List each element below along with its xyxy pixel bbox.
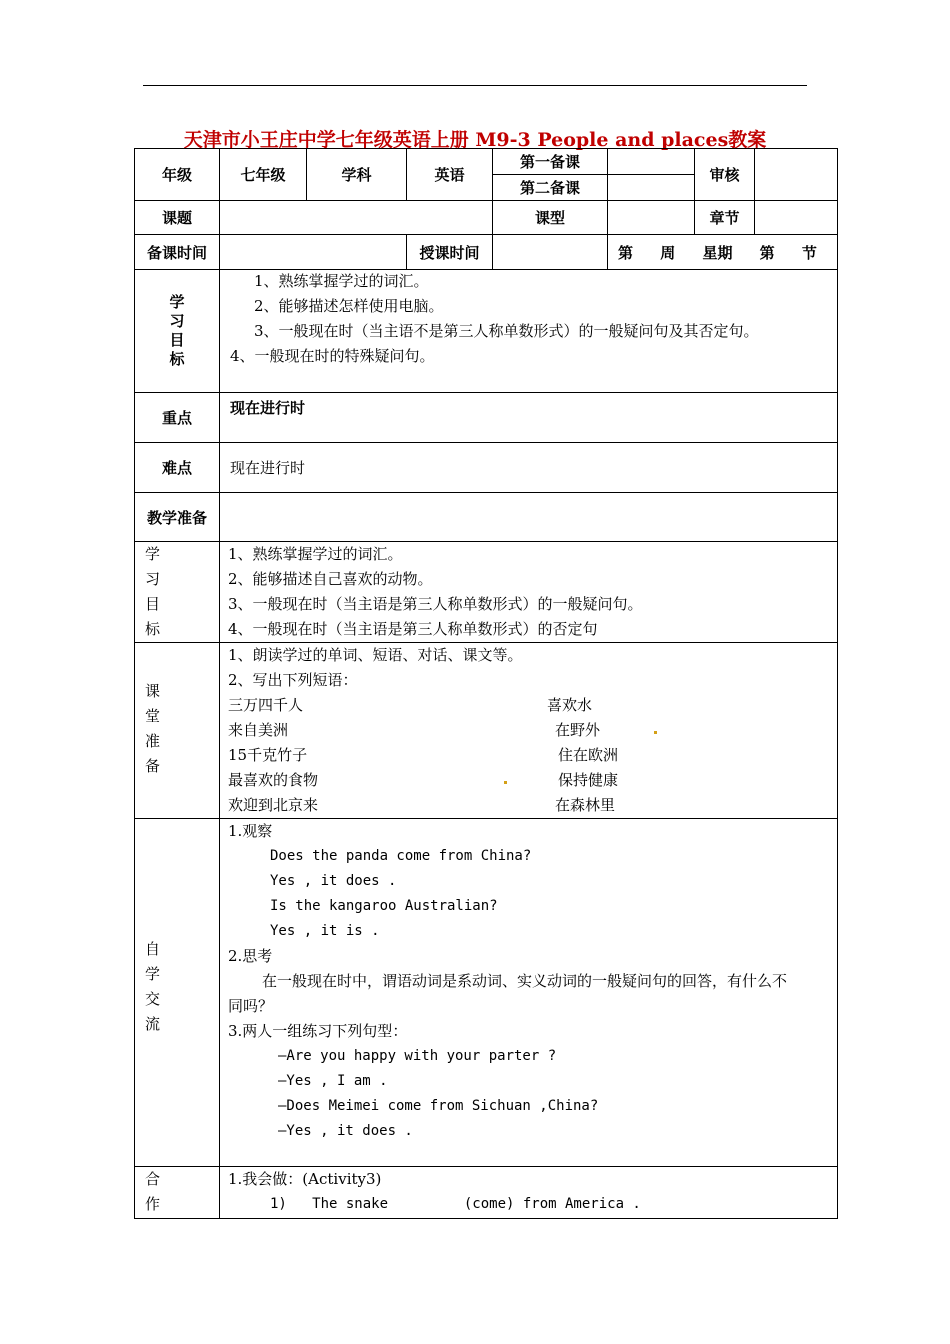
subject-value: 英语 bbox=[407, 149, 493, 201]
week-period: 第 周 星期 第 节 bbox=[608, 235, 838, 270]
subject-label: 学科 bbox=[307, 149, 407, 201]
objectives-content bbox=[220, 270, 838, 393]
top-rule bbox=[143, 85, 807, 86]
objective-item: 3、一般现在时（当主语不是第三人称单数形式）的一般疑问句及其否定句。 bbox=[254, 322, 759, 340]
self-study-content bbox=[220, 819, 838, 1167]
difficulty-value: 现在进行时 bbox=[220, 443, 838, 493]
type-label: 课型 bbox=[493, 201, 608, 235]
review-value bbox=[755, 149, 838, 201]
chapter-value bbox=[755, 201, 838, 235]
example-line: Is the kangaroo Australian? bbox=[270, 898, 498, 914]
cooperate-label: 合 作 bbox=[135, 1167, 220, 1219]
key-point-label: 重点 bbox=[135, 393, 220, 443]
difficulty-label: 难点 bbox=[135, 443, 220, 493]
phrase-row: 来自美洲 在野外 bbox=[228, 721, 601, 739]
preparation-value bbox=[220, 493, 838, 542]
prep-time-value bbox=[220, 235, 407, 270]
objective-item: 1、熟练掌握学过的词汇。 bbox=[254, 272, 429, 290]
dialogue-line: —Does Meimei come from Sichuan ,China? bbox=[278, 1098, 599, 1114]
self-study-label: 自 学 交 流 bbox=[135, 819, 220, 1167]
phrase-row: 三万四千人 喜欢水 bbox=[228, 696, 593, 714]
class-prep-line: 2、写出下列短语： bbox=[228, 671, 358, 689]
observe-heading: 1.观察 bbox=[228, 822, 273, 840]
type-value bbox=[608, 201, 695, 235]
phrase-row: 15千克竹子 住在欧洲 bbox=[228, 746, 619, 764]
goal-item: 1、熟练掌握学过的词汇。 bbox=[228, 545, 403, 563]
goal-item: 3、一般现在时（当主语是第三人称单数形式）的一般疑问句。 bbox=[228, 595, 643, 613]
review-label: 审核 bbox=[695, 149, 755, 201]
first-prep-value bbox=[608, 149, 695, 175]
dialogue-line: —Are you happy with your parter ? bbox=[278, 1048, 557, 1064]
dialogue-line: —Yes , I am . bbox=[278, 1073, 388, 1089]
objectives-label: 学 习 目 标 bbox=[135, 270, 220, 393]
objective-item: 2、能够描述怎样使用电脑。 bbox=[254, 297, 444, 315]
teach-time-value bbox=[493, 235, 608, 270]
activity-heading: 1.我会做：(Activity3) bbox=[228, 1170, 382, 1188]
goals-label: 学 习 目 标 bbox=[135, 542, 220, 643]
think-text: 同吗？ bbox=[228, 997, 274, 1015]
speck-mark bbox=[504, 781, 507, 784]
goals-content bbox=[220, 542, 838, 643]
first-prep-label: 第一备课 bbox=[493, 149, 608, 175]
teach-time-label: 授课时间 bbox=[407, 235, 493, 270]
speck-mark bbox=[654, 731, 657, 734]
page-title: 天津市小王庄中学七年级英语上册 M9-3 People and places教案 bbox=[183, 129, 767, 151]
cooperate-content bbox=[220, 1167, 838, 1219]
key-point-value: 现在进行时 bbox=[220, 393, 838, 443]
grade-value: 七年级 bbox=[220, 149, 307, 201]
objective-item: 4、一般现在时的特殊疑问句。 bbox=[230, 347, 435, 365]
goal-item: 4、一般现在时（当主语是第三人称单数形式）的否定句 bbox=[228, 620, 598, 638]
topic-label: 课题 bbox=[135, 201, 220, 235]
phrase-row: 最喜欢的食物 保持健康 bbox=[228, 771, 619, 789]
preparation-label: 教学准备 bbox=[135, 493, 220, 542]
example-line: Does the panda come from China? bbox=[270, 848, 532, 864]
goal-item: 2、能够描述自己喜欢的动物。 bbox=[228, 570, 433, 588]
prep-time-label: 备课时间 bbox=[135, 235, 220, 270]
example-line: Yes , it does . bbox=[270, 873, 397, 889]
class-prep-line: 1、朗读学过的单词、短语、对话、课文等。 bbox=[228, 646, 523, 664]
exercise-line: 1) The snake (come) from America . bbox=[270, 1196, 641, 1212]
second-prep-value bbox=[608, 175, 695, 201]
topic-value bbox=[220, 201, 493, 235]
practice-heading: 3.两人一组练习下列句型： bbox=[228, 1022, 408, 1040]
class-prep-content bbox=[220, 643, 838, 819]
dialogue-line: —Yes , it does . bbox=[278, 1123, 413, 1139]
phrase-row: 欢迎到北京来 在森林里 bbox=[228, 796, 616, 814]
second-prep-label: 第二备课 bbox=[493, 175, 608, 201]
example-line: Yes , it is . bbox=[270, 923, 380, 939]
think-heading: 2.思考 bbox=[228, 947, 273, 965]
lesson-plan-table bbox=[134, 148, 838, 1219]
class-prep-label: 课 堂 准 备 bbox=[135, 643, 220, 819]
grade-label: 年级 bbox=[135, 149, 220, 201]
chapter-label: 章节 bbox=[695, 201, 755, 235]
think-text: 在一般现在时中，谓语动词是系动词、实义动词的一般疑问句的回答，有什么不 bbox=[262, 972, 788, 990]
